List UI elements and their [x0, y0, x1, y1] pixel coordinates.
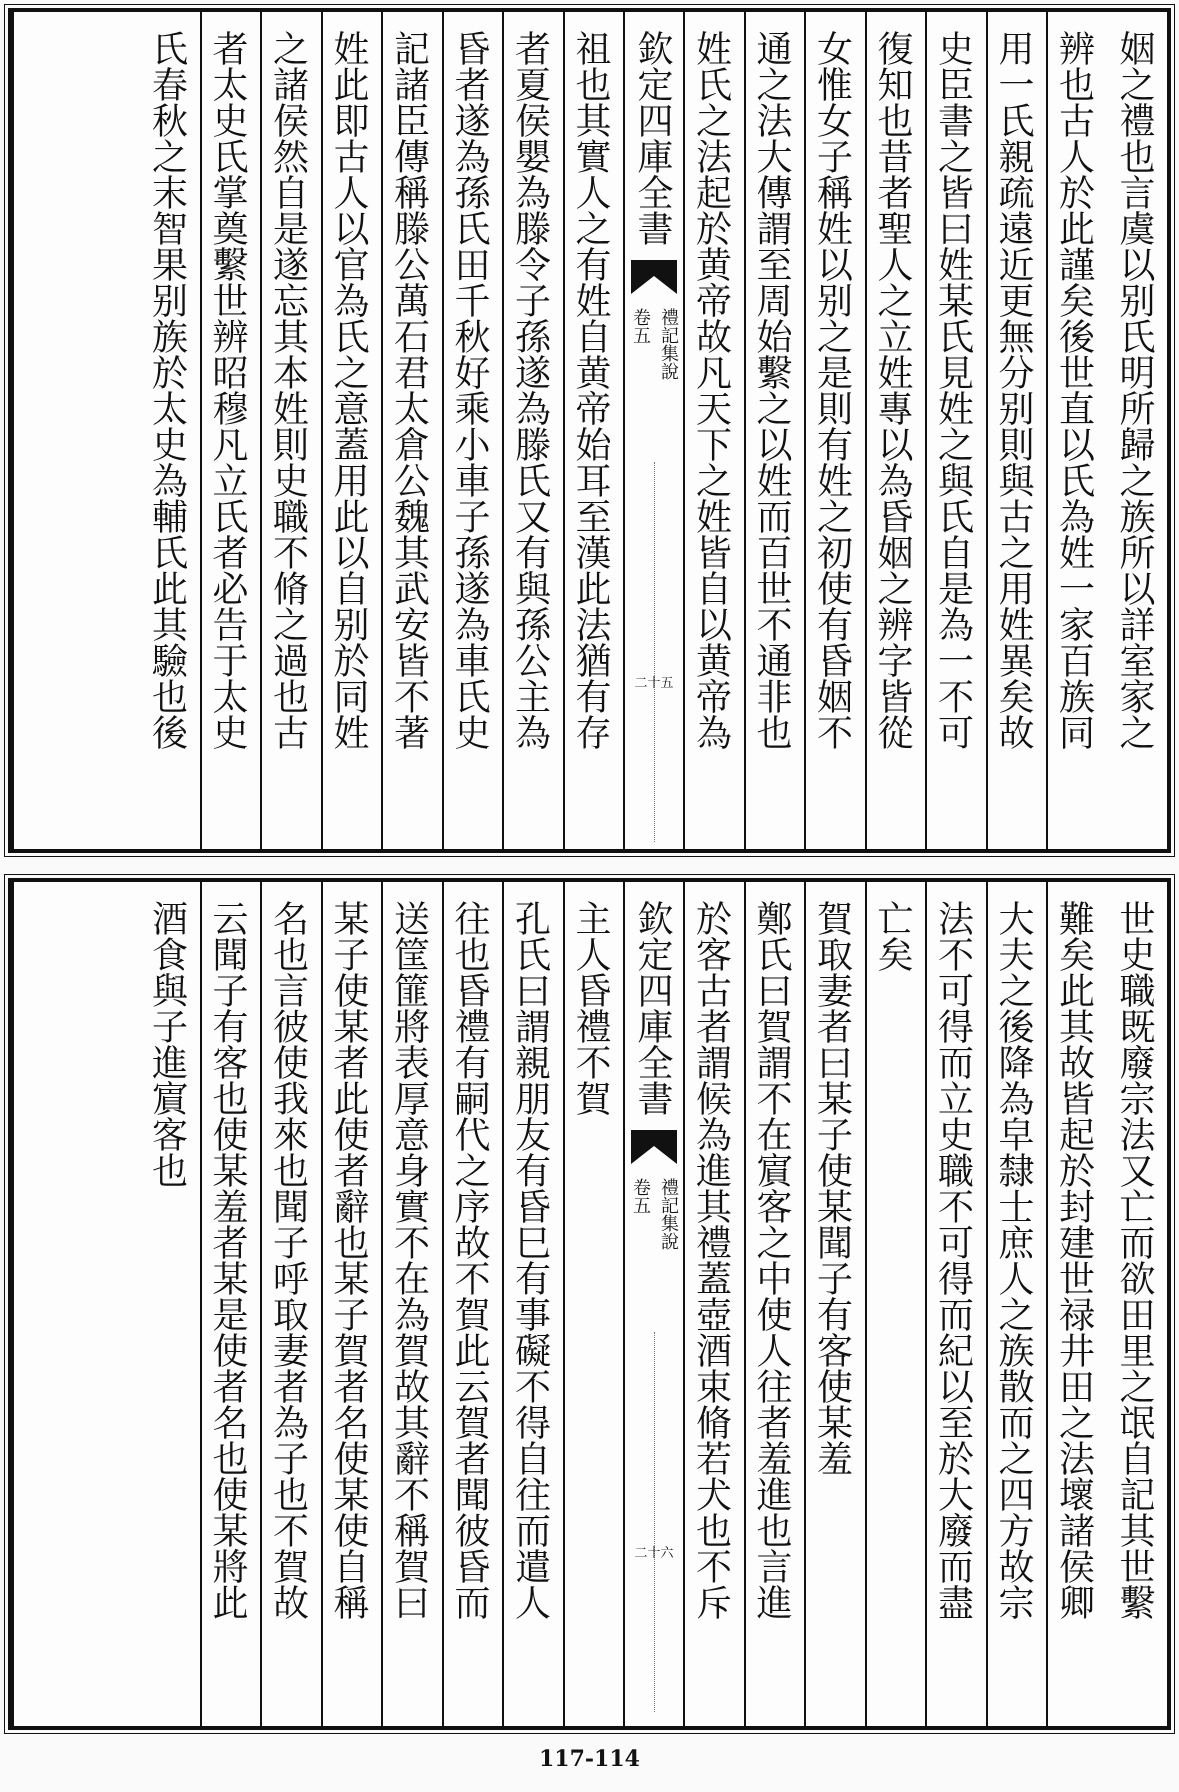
- column-text: 送筐篚將表厚意身實不在為賀故其辭不稱賀曰: [388, 900, 430, 1620]
- book-info: [627, 1178, 681, 1318]
- column-text: 女惟女子稱姓以别之是則有姓之初使有昏姻不: [811, 30, 853, 750]
- text-column: [381, 12, 442, 849]
- fold-guide-line: [654, 1332, 656, 1712]
- text-column: [865, 12, 926, 849]
- volume-label: 卷五: [630, 308, 651, 344]
- text-column: [321, 882, 382, 1726]
- column-text: 復知也昔者聖人之立姓專以為昏姻之辨字皆從: [872, 30, 913, 750]
- text-column: [502, 12, 563, 849]
- column-text: 法不可得而立史職不可得而紀以至於大廢而盡: [932, 900, 974, 1620]
- text-column: [260, 882, 321, 1726]
- text-column: [804, 12, 865, 849]
- text-column: [744, 882, 805, 1726]
- column-text: 云聞子有客也使某羞者某是使者名也使某將此: [207, 900, 248, 1620]
- leaf-number: 二十六: [634, 1546, 674, 1561]
- column-text: 姓此即古人以官為氏之意蓋用此以自别於同姓: [328, 30, 369, 750]
- column-text: 辨也古人於此謹矣後世直以氏為姓一家百族同: [1053, 30, 1095, 750]
- text-column: [12, 12, 200, 849]
- column-text: 祖也其實人之有姓自黄帝始耳至漢此法猶有存: [570, 30, 611, 750]
- column-text: 孔氏曰謂親朋友有昏巳有事礙不得自往而遣人: [509, 900, 551, 1620]
- text-column: [563, 12, 624, 849]
- text-column: [1107, 12, 1168, 849]
- text-column: [442, 12, 503, 849]
- column-text: 姓氏之法起於黄帝故凡天下之姓皆自以黄帝為: [690, 30, 732, 750]
- column-text: 鄭氏曰賀謂不在賔客之中使人往者羞進也言進: [751, 900, 792, 1620]
- column-text: 氏春秋之末智果别族於太史為輔氏此其驗也後: [146, 30, 188, 750]
- page-upper: [8, 8, 1171, 853]
- text-column: [925, 12, 986, 849]
- fold-guide-line: [654, 462, 656, 842]
- column-text: 者太史氏掌奠繫世辨昭穆凡立氏者必告于太史: [207, 30, 248, 750]
- collection-title: 欽定四庫全書: [632, 30, 673, 246]
- text-column: [683, 12, 744, 849]
- column-text: 姻之禮也言虞以别氏明所歸之族所以詳室家之: [1114, 30, 1155, 750]
- column-text: 大夫之後降為皁隸士庶人之族散而之四方故宗: [993, 900, 1034, 1620]
- fishtail-mark-icon: [631, 260, 677, 294]
- text-column: [502, 882, 563, 1726]
- text-column: [200, 12, 261, 849]
- column-text: 往也昏禮有嗣代之序故不賀此云賀者聞彼昏而: [449, 900, 490, 1620]
- column-text: 名也言彼使我來也聞子呼取妻者為子也不賀故: [267, 900, 309, 1620]
- column-text: 世史職既廢宗法又亡而欲田里之氓自記其世繫: [1114, 900, 1155, 1620]
- column-text: 某子使某者此使者辭也某子賀者名使某使自稱: [328, 900, 369, 1620]
- column-text: 主人昏禮不賀: [570, 900, 611, 1116]
- text-column: [260, 12, 321, 849]
- text-column: [200, 882, 261, 1726]
- volume-label: 卷五: [630, 1178, 651, 1214]
- text-column: [1107, 882, 1168, 1726]
- center-fold-column: [623, 12, 683, 849]
- column-text: 於客古者謂候為進其禮蓋壺酒束脩若犬也不斥: [690, 900, 732, 1620]
- column-text: 通之法大傳謂至周始繫之以姓而百世不通非也: [751, 30, 792, 750]
- text-column: [381, 882, 442, 1726]
- column-text: 昏者遂為孫氏田千秋好乘小車子孫遂為車氏史: [449, 30, 490, 750]
- book-title: 禮記集說: [658, 1178, 679, 1250]
- text-column: [321, 12, 382, 849]
- center-fold-column: [623, 882, 683, 1726]
- column-text: 之諸侯然自是遂忘其本姓則史職不脩之過也古: [267, 30, 309, 750]
- text-column: [442, 882, 503, 1726]
- column-text: 史臣書之皆曰姓某氏見姓之與氏自是為一不可: [932, 30, 974, 750]
- collection-title: 欽定四庫全書: [632, 900, 673, 1116]
- text-column: [986, 882, 1047, 1726]
- column-text: 用一氏親疏遠近更無分别則與古之用姓異矣故: [993, 30, 1034, 750]
- text-column: [12, 882, 200, 1726]
- leaf-number: 二十五: [634, 676, 674, 691]
- text-column: [1046, 12, 1107, 849]
- page-lower: [8, 878, 1171, 1730]
- text-column: [804, 882, 865, 1726]
- book-title: 禮記集說: [658, 308, 679, 380]
- fishtail-mark-icon: [631, 1130, 677, 1164]
- column-text: 記諸臣傳稱滕公萬石君太倉公魏其武安皆不著: [388, 30, 430, 750]
- column-text: 難矣此其故皆起於封建世禄井田之法壞諸侯卿: [1053, 900, 1095, 1620]
- column-text: 亡矣: [872, 900, 913, 972]
- text-column: [986, 12, 1047, 849]
- text-column: [925, 882, 986, 1726]
- column-text: 賀取妻者曰某子使某聞子有客使某羞: [811, 900, 853, 1476]
- book-info: [627, 308, 681, 448]
- page-footer-number: 117-114: [539, 1746, 640, 1772]
- text-column: [1046, 882, 1107, 1726]
- column-text: 酒食與子進賔客也: [146, 900, 188, 1188]
- text-column: [683, 882, 744, 1726]
- text-column: [744, 12, 805, 849]
- text-column: [563, 882, 624, 1726]
- column-text: 者夏侯嬰為滕令子孫遂為滕氏又有與孫公主為: [509, 30, 551, 750]
- text-column: [865, 882, 926, 1726]
